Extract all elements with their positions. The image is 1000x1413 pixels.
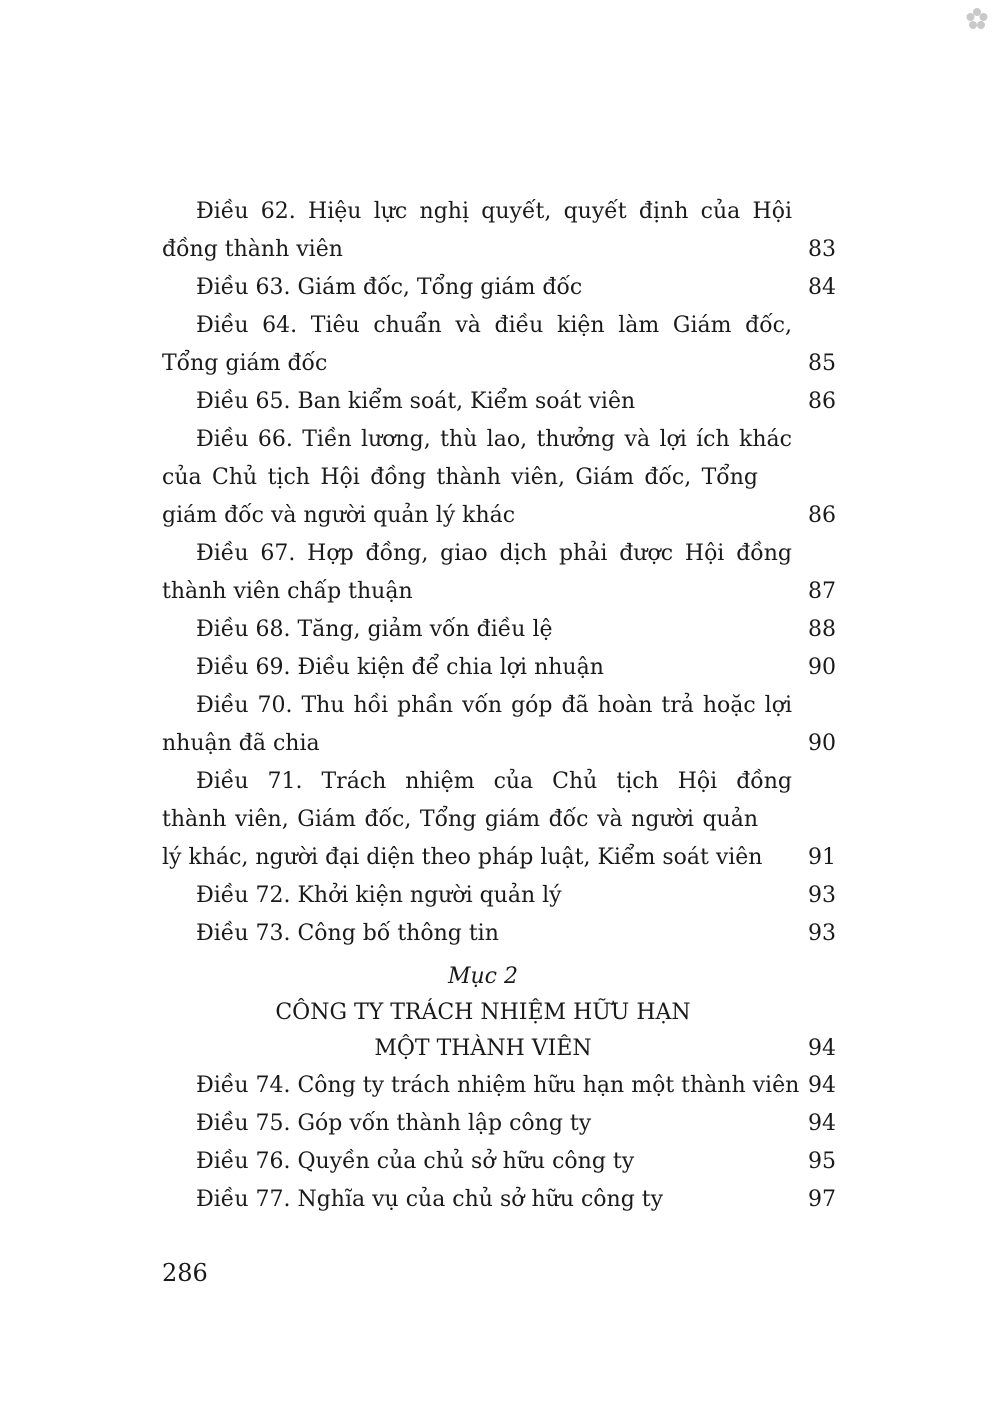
toc-line — [162, 497, 836, 535]
toc-line — [162, 763, 836, 801]
toc-entries — [162, 193, 836, 953]
toc-page-number: 90 — [808, 731, 836, 756]
toc-entry-text: Tổng giám đốc — [162, 351, 328, 376]
toc-entry-text: Điều 77. Nghĩa vụ của chủ sở hữu công ty — [196, 1187, 664, 1212]
toc-entry-text: Điều 64. Tiêu chuẩn và điều kiện làm Giám đốc, — [196, 313, 792, 338]
toc-entry — [162, 269, 836, 307]
toc-line — [162, 1143, 836, 1181]
toc-entry-text: giám đốc và người quản lý khác — [162, 503, 516, 528]
toc-line — [162, 725, 836, 763]
toc-entry-text: Điều 75. Góp vốn thành lập công ty — [196, 1111, 592, 1136]
toc-page-number: 91 — [808, 845, 836, 870]
toc-line — [162, 687, 836, 725]
toc-entry-text: đồng thành viên — [162, 237, 343, 262]
toc-entry-text: thành viên, Giám đốc, Tổng giám đốc và người quản — [162, 807, 758, 832]
toc-page-number: 86 — [808, 389, 836, 414]
toc-page-number: 97 — [808, 1187, 836, 1212]
toc-line — [162, 573, 836, 611]
toc-entry — [162, 535, 836, 611]
toc-entry-text: Điều 74. Công ty trách nhiệm hữu hạn một thành viên — [196, 1073, 800, 1098]
toc-line — [162, 345, 836, 383]
toc-line — [162, 421, 836, 459]
page-number: 286 — [162, 1259, 208, 1287]
toc-page-number: 85 — [808, 351, 836, 376]
section-toc-entries — [162, 1067, 836, 1219]
toc-entry-text: Điều 76. Quyền của chủ sở hữu công ty — [196, 1149, 635, 1174]
toc-entry — [162, 1181, 836, 1219]
section-heading: Mục 2 — [447, 964, 518, 989]
toc-entry-text: Điều 70. Thu hồi phần vốn góp đã hoàn trả hoặc lợi — [196, 693, 792, 718]
toc-entry — [162, 763, 836, 877]
toc-entry — [162, 1067, 836, 1105]
toc-page-number: 95 — [808, 1149, 836, 1174]
toc-page-number: 94 — [808, 1073, 836, 1098]
toc-entry — [162, 421, 836, 535]
toc-entry-text: Điều 72. Khởi kiện người quản lý — [196, 883, 562, 908]
toc-entry — [162, 383, 836, 421]
toc-line — [162, 611, 836, 649]
toc-line — [162, 649, 836, 687]
toc-line — [162, 383, 836, 421]
toc-entry — [162, 1143, 836, 1181]
toc-line — [162, 1181, 836, 1219]
toc-line — [162, 535, 836, 573]
toc-entry-text: Điều 68. Tăng, giảm vốn điều lệ — [196, 617, 553, 642]
toc-entry-text: Điều 73. Công bố thông tin — [196, 921, 499, 946]
toc-entry — [162, 649, 836, 687]
section-title-text: CÔNG TY TRÁCH NHIỆM HỮU HẠN — [275, 1000, 691, 1025]
section-page-number: 94 — [808, 1036, 836, 1061]
toc-entry-text: lý khác, người đại diện theo pháp luật, Kiểm soát viên — [162, 845, 763, 870]
toc-page-number: 86 — [808, 503, 836, 528]
section-title-line — [162, 1031, 836, 1067]
toc-line — [162, 231, 836, 269]
toc-entry — [162, 611, 836, 649]
section-title-text: MỘT THÀNH VIÊN — [374, 1036, 592, 1061]
table-of-contents — [162, 193, 836, 1219]
toc-entry — [162, 307, 836, 383]
toc-page-number: 93 — [808, 883, 836, 908]
toc-entry-text: Điều 65. Ban kiểm soát, Kiểm soát viên — [196, 389, 636, 414]
toc-line — [162, 459, 836, 497]
toc-entry-text: thành viên chấp thuận — [162, 579, 413, 604]
toc-entry-text: Điều 67. Hợp đồng, giao dịch phải được Hội đồng — [196, 541, 792, 566]
toc-entry-text: Điều 71. Trách nhiệm của Chủ tịch Hội đồng — [196, 769, 792, 794]
toc-page-number: 90 — [808, 655, 836, 680]
toc-line — [162, 193, 836, 231]
toc-page-number: 87 — [808, 579, 836, 604]
toc-entry — [162, 193, 836, 269]
toc-entry-text: của Chủ tịch Hội đồng thành viên, Giám đốc, Tổng — [162, 465, 758, 490]
toc-entry-text: Điều 63. Giám đốc, Tổng giám đốc — [196, 275, 583, 300]
toc-line — [162, 1105, 836, 1143]
toc-entry-text: nhuận đã chia — [162, 731, 320, 756]
toc-line — [162, 877, 836, 915]
toc-line — [162, 269, 836, 307]
toc-page-number: 94 — [808, 1111, 836, 1136]
toc-page-number: 83 — [808, 237, 836, 262]
toc-entry — [162, 1105, 836, 1143]
toc-page-number: 88 — [808, 617, 836, 642]
flower-mark-icon — [964, 6, 990, 32]
toc-line — [162, 1067, 836, 1105]
toc-entry — [162, 877, 836, 915]
toc-entry-text: Điều 69. Điều kiện để chia lợi nhuận — [196, 655, 604, 680]
toc-line — [162, 915, 836, 953]
toc-entry — [162, 687, 836, 763]
toc-line — [162, 307, 836, 345]
toc-page-number: 93 — [808, 921, 836, 946]
toc-entry-text: Điều 66. Tiền lương, thù lao, thưởng và lợi ích khác — [196, 427, 792, 452]
section-title-line — [162, 995, 836, 1031]
toc-line — [162, 801, 836, 839]
toc-line — [162, 839, 836, 877]
toc-entry — [162, 915, 836, 953]
toc-page-number: 84 — [808, 275, 836, 300]
toc-entry-text: Điều 62. Hiệu lực nghị quyết, quyết định của Hội — [196, 199, 792, 224]
